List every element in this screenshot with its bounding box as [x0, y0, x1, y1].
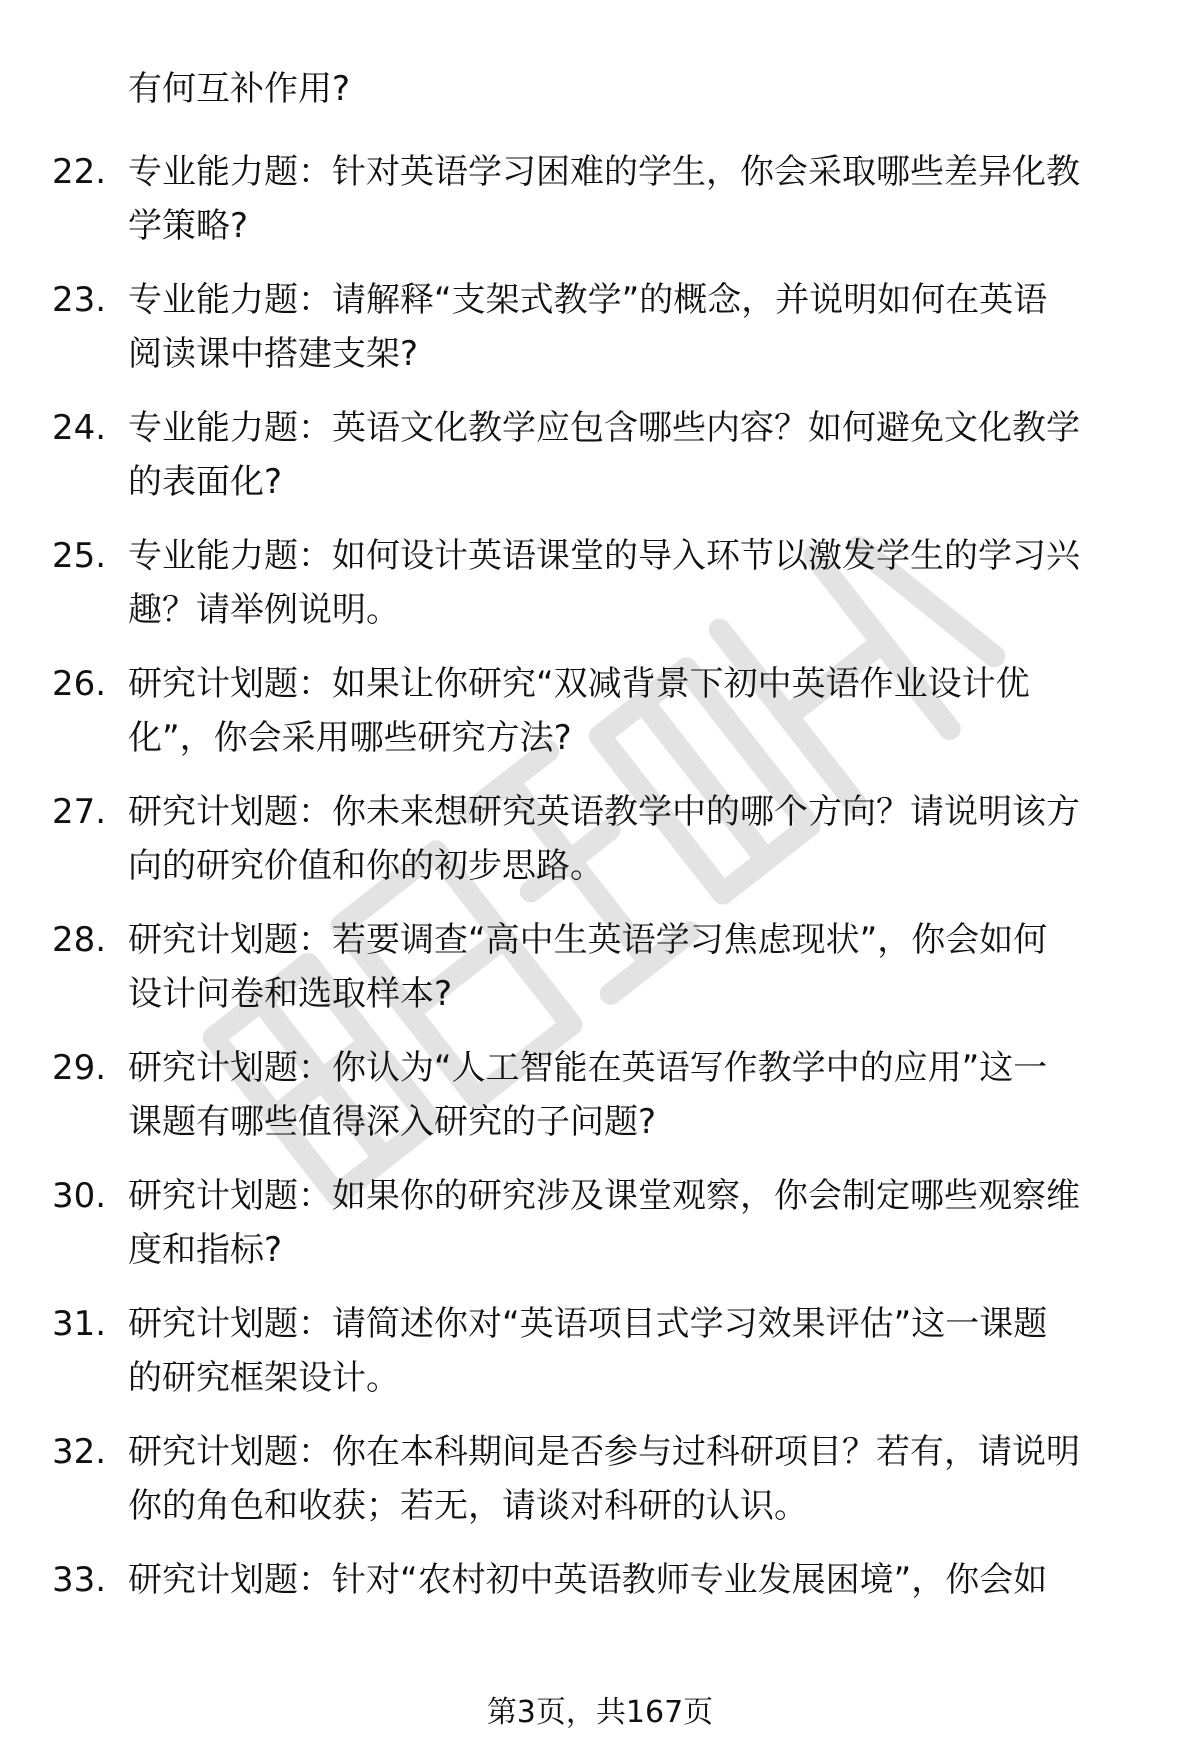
question-text-line: 研究计划题：若要调查“高中生英语学习焦虑现状”，你会如何 [128, 920, 1048, 960]
question-text-line: 化”，你会采用哪些研究方法? [128, 718, 572, 758]
question-item [0, 657, 1200, 785]
question-number: 32. [52, 1432, 107, 1472]
question-item [0, 1297, 1200, 1425]
question-item [0, 273, 1200, 401]
question-text-line: 研究计划题：针对“农村初中英语教师专业发展困境”，你会如 [128, 1560, 1048, 1600]
question-number: 26. [52, 664, 107, 704]
question-item [0, 1425, 1200, 1553]
question-text [128, 273, 1138, 381]
question-text [128, 145, 1138, 253]
question-text [128, 1041, 1138, 1149]
question-text [128, 913, 1138, 1021]
question-text-line: 向的研究价值和你的初步思路。 [128, 846, 604, 886]
question-text-line: 阅读课中搭建支架? [128, 334, 419, 374]
question-text-line: 研究计划题：请简述你对“英语项目式学习效果评估”这一课题 [128, 1304, 1048, 1344]
question-number: 31. [52, 1304, 107, 1344]
question-text-line: 研究计划题：如果让你研究“双减背景下初中英语作业设计优 [128, 664, 1030, 704]
question-text [128, 785, 1138, 893]
question-text [128, 1169, 1138, 1277]
question-text-line: 研究计划题：你未来想研究英语教学中的哪个方向？请说明该方 [128, 792, 1080, 832]
question-number: 33. [52, 1560, 107, 1600]
page-footer: 第3页，共167页 [486, 1695, 714, 1730]
question-number: 25. [52, 536, 107, 576]
question-item [0, 1553, 1200, 1681]
question-text-line: 的表面化? [128, 462, 283, 502]
question-text-line: 专业能力题：请解释“支架式教学”的概念，并说明如何在英语 [128, 280, 1048, 320]
question-text-line: 专业能力题：如何设计英语课堂的导入环节以激发学生的学习兴 [128, 536, 1080, 576]
question-item [0, 145, 1200, 273]
question-number: 30. [52, 1176, 107, 1216]
question-text-line: 研究计划题：你认为“人工智能在英语写作教学中的应用”这一 [128, 1048, 1048, 1088]
question-text-line: 研究计划题：你在本科期间是否参与过科研项目？若有，请说明 [128, 1432, 1080, 1472]
continuation-text: 有何互补作用? [128, 69, 351, 109]
question-number: 22. [52, 152, 107, 192]
question-item [0, 785, 1200, 913]
question-text-line: 学策略? [128, 206, 249, 246]
question-text [128, 529, 1138, 637]
question-number: 29. [52, 1048, 107, 1088]
question-item [0, 913, 1200, 1041]
question-item [0, 1041, 1200, 1169]
question-list [0, 145, 1200, 1681]
question-text-line: 专业能力题：英语文化教学应包含哪些内容？如何避免文化教学 [128, 408, 1080, 448]
question-number: 27. [52, 792, 107, 832]
question-text [128, 1425, 1138, 1533]
question-text [128, 1297, 1138, 1405]
question-number: 23. [52, 280, 107, 320]
question-number: 24. [52, 408, 107, 448]
question-number: 28. [52, 920, 107, 960]
question-text-line: 专业能力题：针对英语学习困难的学生，你会采取哪些差异化教 [128, 152, 1080, 192]
question-text-line: 你的角色和收获；若无，请谈对科研的认识。 [128, 1486, 808, 1526]
question-text [128, 401, 1138, 509]
question-text-line: 课题有哪些值得深入研究的子问题? [128, 1102, 657, 1142]
question-text-line: 度和指标? [128, 1230, 283, 1270]
question-text [128, 657, 1138, 765]
question-item [0, 1169, 1200, 1297]
question-item [0, 401, 1200, 529]
question-text-line: 的研究框架设计。 [128, 1358, 400, 1398]
question-text [128, 1553, 1138, 1607]
question-item [0, 529, 1200, 657]
question-text-line: 研究计划题：如果你的研究涉及课堂观察，你会制定哪些观察维 [128, 1176, 1080, 1216]
question-text-line: 设计问卷和选取样本? [128, 974, 453, 1014]
question-text-line: 趣？请举例说明。 [128, 590, 400, 630]
